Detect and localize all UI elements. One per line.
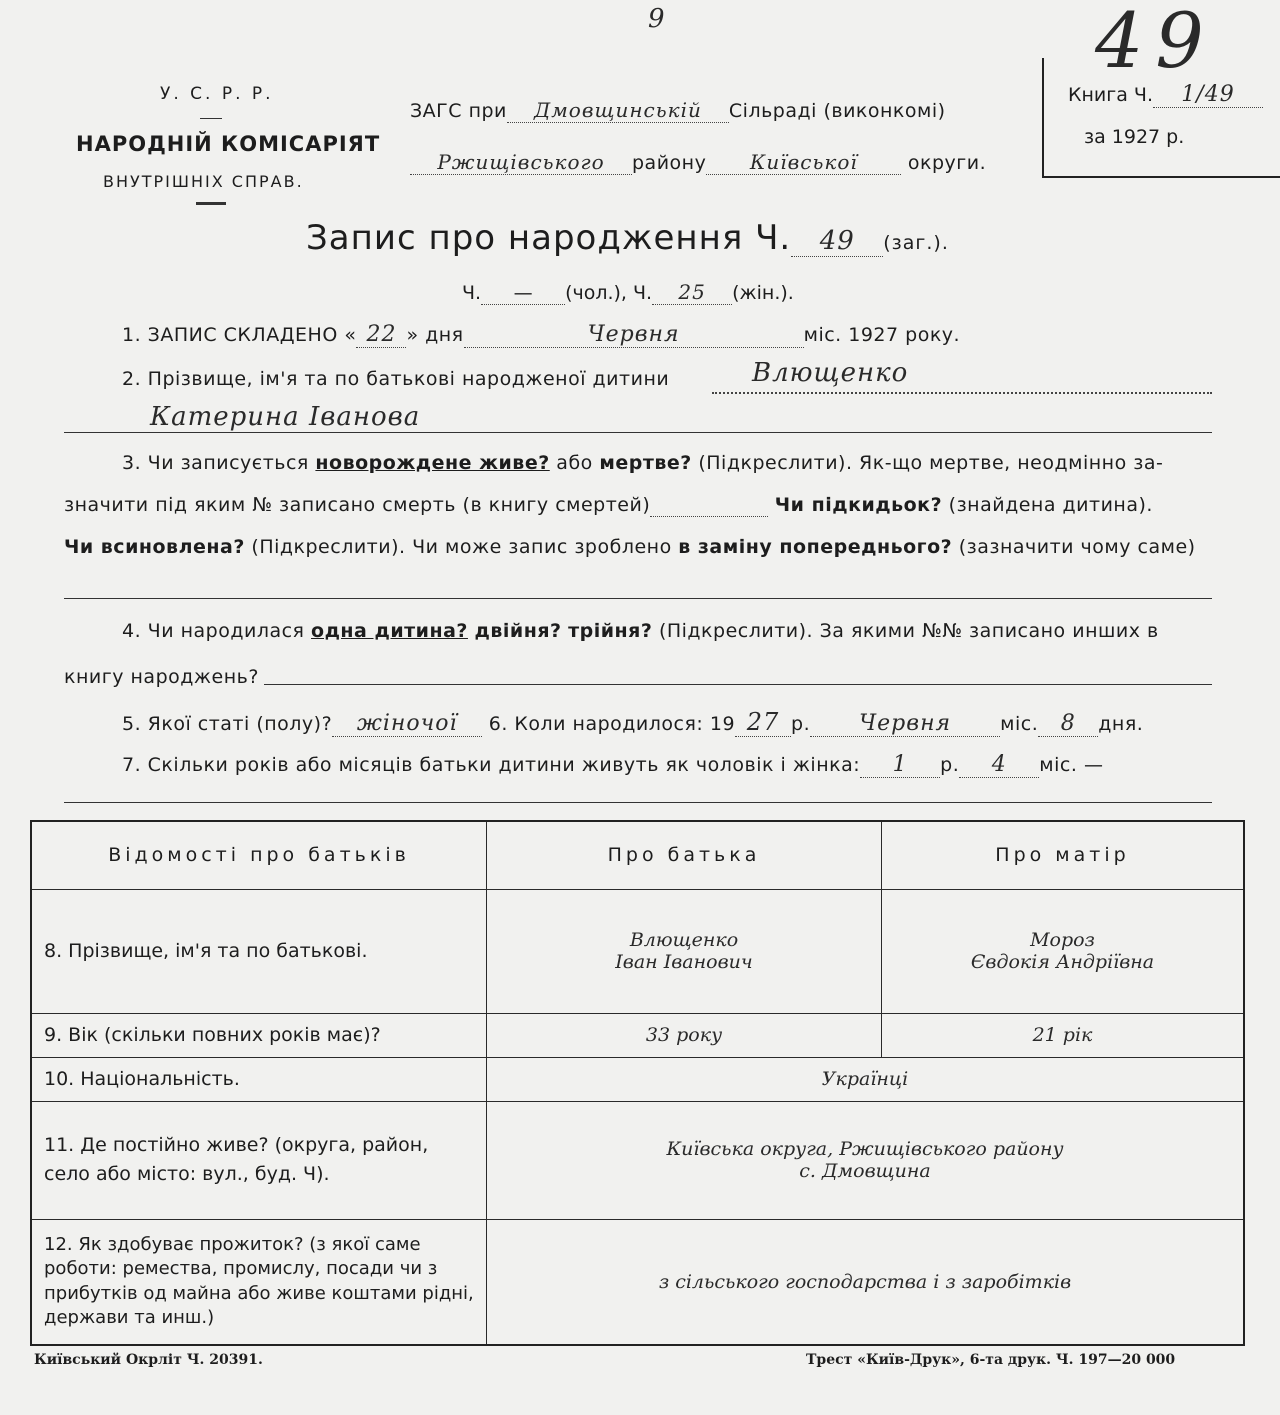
- row-11-label: 11. Де постійно живе? (округа, район, село або місто: вул., буд. Ч).: [31, 1101, 487, 1219]
- table-row: [31, 1219, 1244, 1345]
- item-4-triplets: трійня?: [568, 620, 653, 642]
- item-3-line2a: значити під яким № записано смерть (в книгу смертей): [64, 494, 651, 516]
- district-line: [410, 150, 986, 175]
- zags-prefix: ЗАГС при: [410, 100, 507, 122]
- record-title: [306, 218, 949, 258]
- item-3-line3a: (Підкреслити). Чи може запис зроблено: [251, 536, 672, 558]
- district-field: Ржищівського: [410, 150, 632, 175]
- item-1-mid: » дня: [406, 324, 464, 346]
- item-6-mis: міс.: [1000, 713, 1039, 735]
- item-3-b: або: [556, 452, 593, 474]
- okruha-field: Київської: [706, 150, 901, 175]
- livelihood-value: з сільського господарства і з заробітків: [487, 1219, 1245, 1345]
- father-age: 33 року: [487, 1013, 882, 1057]
- divider: [196, 202, 226, 205]
- items-5-6: [122, 708, 1143, 737]
- father-name-cell: [487, 889, 882, 1013]
- item-4-one: одна дитина?: [311, 620, 468, 642]
- zags-line: [410, 98, 946, 123]
- item-6-dnia: дня.: [1098, 713, 1144, 735]
- item-7: [122, 752, 1103, 778]
- item-3-a: 3. Чи записується: [122, 452, 309, 474]
- item-2: [122, 368, 669, 390]
- header-parents-info: Відомості про батьків: [31, 821, 487, 889]
- parents-table: [30, 820, 1245, 1346]
- footer-right: Трест «Київ-Друк», 6-та друк. Ч. 197—20 000: [806, 1352, 1176, 1368]
- row-8-label: 8. Прізвище, ім'я та по батькові.: [31, 889, 487, 1013]
- item-4-b: (Підкреслити). За якими №№ записано инших в: [658, 620, 1159, 642]
- item-5-label: 5. Якої статі (полу)?: [122, 713, 333, 735]
- mother-given-names: Євдокія Андріївна: [970, 951, 1155, 973]
- book-label: Книга Ч.: [1068, 84, 1153, 106]
- commissariat-subtitle: ВНУТРІШНІХ СПРАВ.: [103, 172, 304, 191]
- table-header-row: [31, 821, 1244, 889]
- book-number-field: 1/49: [1153, 82, 1263, 108]
- male-count-field: —: [481, 282, 565, 305]
- book-year: за 1927 р.: [1084, 126, 1185, 148]
- fill-line: [712, 392, 1212, 394]
- fill-line: [64, 432, 1212, 433]
- mother-surname: Мороз: [1030, 929, 1095, 951]
- title-suffix: (заг.).: [883, 232, 949, 254]
- district-label: району: [632, 152, 707, 174]
- residence-line-1: Київська округа, Ржищівського району: [666, 1138, 1064, 1160]
- item-1-prefix: 1. ЗАПИС СКЛАДЕНО «: [122, 324, 357, 346]
- corner-record-number: 49: [1095, 0, 1216, 85]
- item-3-line-3: [64, 536, 1196, 558]
- item-4-twins: двійня?: [474, 620, 562, 642]
- item-3-adopted: Чи всиновлена?: [64, 536, 245, 558]
- marriage-months-field: 4: [959, 752, 1039, 778]
- item-3-alive: новорождене живе?: [315, 452, 550, 474]
- item-7-mis: міс.: [1039, 754, 1078, 776]
- female-label: (жін.).: [732, 282, 794, 304]
- record-subtitle: [462, 280, 794, 305]
- row-9-label: 9. Вік (скільки повних років має)?: [31, 1013, 487, 1057]
- book-line: [1068, 82, 1263, 108]
- item-1: [122, 322, 960, 348]
- table-row: [31, 889, 1244, 1013]
- item-7-r: р.: [940, 754, 960, 776]
- subtitle-ch: Ч.: [462, 282, 482, 304]
- title-number-field: 49: [791, 226, 883, 257]
- commissariat-title: НАРОДНІЙ КОМІСАРІЯТ: [76, 132, 381, 156]
- residence-line-2: с. Дмовщина: [799, 1160, 931, 1182]
- sex-field: жіночої: [332, 711, 482, 737]
- male-label: (чол.), Ч.: [565, 282, 653, 304]
- item-4-line-2: книгу народжень?: [64, 666, 259, 688]
- child-name: Катерина Іванова: [150, 402, 421, 432]
- residence-cell: [487, 1101, 1245, 1219]
- row-10-label: 10. Національність.: [31, 1057, 487, 1101]
- republic-label: У. С. Р. Р.: [160, 84, 274, 104]
- divider: [200, 118, 222, 119]
- item-6-r: р.: [791, 713, 811, 735]
- item-2-label: 2. Прізвище, ім'я та по батькові народженої дитини: [122, 368, 670, 390]
- item-4-a: 4. Чи народилася: [122, 620, 305, 642]
- item-3-replace: в заміну попереднього?: [678, 536, 953, 558]
- zags-village-field: Дмовщинській: [507, 98, 729, 123]
- birth-year-field: 27: [735, 708, 791, 737]
- item-1-suffix: міс. 1927 року.: [803, 324, 961, 346]
- birth-month-field: Червня: [810, 711, 1000, 737]
- death-record-field: [650, 494, 768, 517]
- item-3-line-2: [64, 494, 1153, 517]
- item-1-day-field: 22: [356, 322, 406, 348]
- item-7-label: 7. Скільки років або місяців батьки дитини живуть як чоловік і жінка:: [122, 754, 861, 776]
- item-7-tail: —: [1083, 754, 1104, 776]
- child-surname: Влющенко: [752, 358, 909, 388]
- father-surname: Влющенко: [629, 929, 739, 951]
- table-row: [31, 1101, 1244, 1219]
- fill-line: [64, 802, 1212, 803]
- item-3-line-1: [122, 452, 1163, 474]
- item-3-c: (Підкреслити). Як-що мертве, неодмінно за-: [698, 452, 1164, 474]
- header-father: Про батька: [487, 821, 882, 889]
- table-row: [31, 1057, 1244, 1101]
- item-6-label: 6. Коли народилося: 19: [488, 713, 736, 735]
- mother-age: 21 рік: [882, 1013, 1245, 1057]
- fill-line: [264, 684, 1212, 685]
- marriage-years-field: 1: [860, 752, 940, 778]
- okruha-label: округи.: [907, 152, 987, 174]
- zags-suffix: Сільраді (виконкомі): [728, 100, 946, 122]
- header-mother: Про матір: [882, 821, 1245, 889]
- female-count-field: 25: [652, 280, 732, 305]
- birth-day-field: 8: [1038, 711, 1098, 737]
- item-3-foundling: Чи підкидьок?: [774, 494, 943, 516]
- top-page-mark: 9: [648, 4, 666, 34]
- father-given-names: Іван Іванович: [615, 951, 753, 973]
- item-4-line-1: [122, 620, 1159, 642]
- footer-left: Київський Окрліт Ч. 20391.: [34, 1352, 263, 1368]
- item-3-line2b: (знайдена дитина).: [948, 494, 1153, 516]
- book-box: [1042, 58, 1280, 178]
- nationality-value: Українці: [487, 1057, 1245, 1101]
- item-3-line3b: (зазначити чому саме): [958, 536, 1196, 558]
- table-row: [31, 1013, 1244, 1057]
- item-1-month-field: Червня: [464, 322, 804, 348]
- item-3-dead: мертве?: [599, 452, 692, 474]
- title-text: Запис про народження Ч.: [306, 218, 792, 258]
- mother-name-cell: [882, 889, 1245, 1013]
- row-12-label: 12. Як здобуває прожиток? (з якої саме роботи: ремества, промислу, посади чи з прибутків од майна або живе коштами рідні, держави та инш.): [31, 1219, 487, 1345]
- fill-line: [64, 598, 1212, 599]
